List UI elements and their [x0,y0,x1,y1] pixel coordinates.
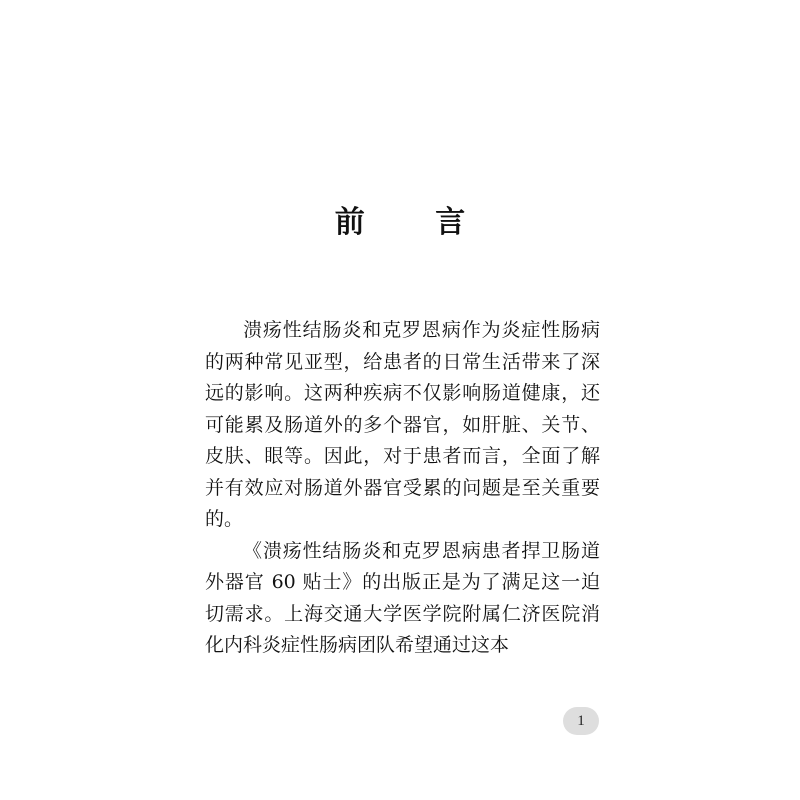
page-number-badge: 1 [563,707,599,735]
preface-body [205,315,600,662]
paragraph-1: 溃疡性结肠炎和克罗恩病作为炎症性肠病的两种常见亚型，给患者的日常生活带来了深远的影响。这两种疾病不仅影响肠道健康，还可能累及肠道外的多个器官，如肝脏、关节、皮肤、眼等。因此，对于患者而言，全面了解并有效应对肠道外器官受累的问题是至关重要的。 [205,319,600,530]
paragraph-2: 《溃疡性结肠炎和克罗恩病患者捍卫肠道外器官 60 贴士》的出版正是为了满足这一迫切需求。上海交通大学医学院附属仁济医院消化内科炎症性肠病团队希望通过这本 [205,539,600,656]
page-title: 前 言 [334,205,496,240]
